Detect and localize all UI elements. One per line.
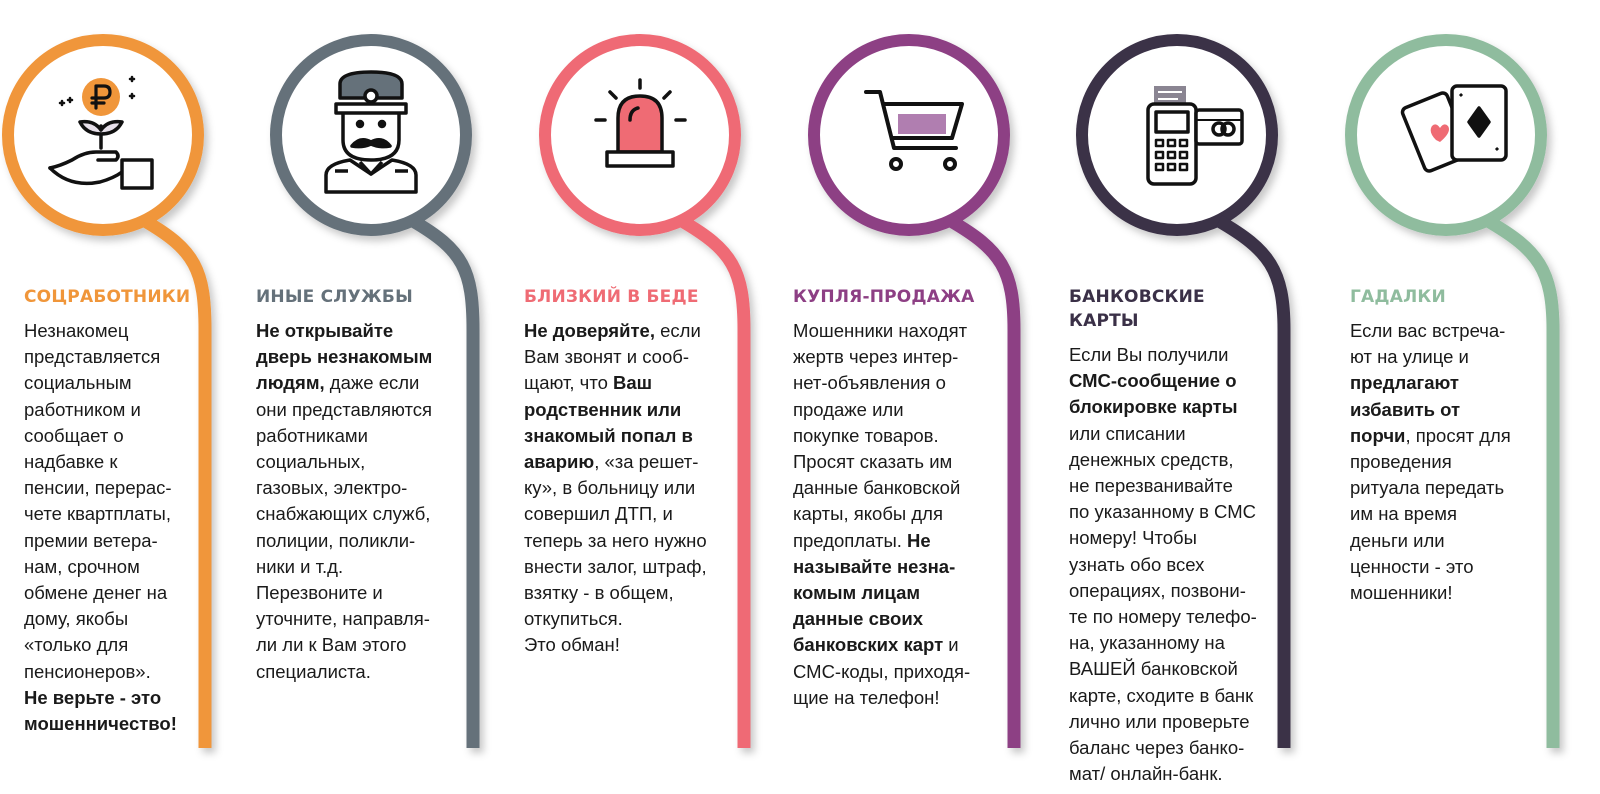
text-line (256, 318, 461, 344)
text-line (524, 580, 729, 606)
text-line (256, 423, 461, 449)
text-line (793, 318, 998, 344)
text-line (1069, 630, 1274, 656)
text: или списании (1069, 422, 1186, 444)
text-line (1069, 761, 1274, 787)
text-line (793, 501, 998, 527)
text: ритуала передать (1350, 477, 1505, 499)
text: ВАШЕЙ банковской (1069, 658, 1238, 680)
text-line (256, 528, 461, 554)
text-line (256, 632, 461, 658)
text: чете квартплаты, (24, 503, 171, 525)
text: номеру! Чтобы (1069, 527, 1197, 549)
text-line (24, 423, 229, 449)
bold-text: блокировке карты (1069, 396, 1238, 418)
text-line (1069, 447, 1274, 473)
text-line (256, 344, 461, 370)
text-line (524, 475, 729, 501)
text-line (256, 397, 461, 423)
column-trade (793, 285, 998, 711)
text: теперь за него нужно (524, 529, 707, 551)
text-line (524, 632, 729, 658)
text-line (524, 423, 729, 449)
bold-text: порчи (1350, 424, 1406, 446)
text-line (24, 632, 229, 658)
text: узнать обо всех (1069, 553, 1205, 575)
text: щают, что (524, 372, 614, 394)
text: покупке товаров. (793, 424, 939, 446)
bold-text: данные своих (793, 608, 923, 630)
text-line (1069, 421, 1274, 447)
text-line (524, 501, 729, 527)
text-line (1350, 397, 1555, 423)
text-line (24, 528, 229, 554)
bold-text: Не открывайте (256, 320, 394, 341)
text: нет-объявления о (793, 372, 946, 394)
text: внести залог, штраф, (524, 555, 707, 577)
text: , «за решет- (594, 451, 699, 473)
text-line (793, 528, 998, 554)
text: сообщает о (24, 424, 124, 446)
column-title-fortune: ГАДАЛКИ (1350, 287, 1446, 307)
text-line (1069, 604, 1274, 630)
text: лично или проверьте (1069, 710, 1250, 732)
bold-text: СМС-сообщение о (1069, 370, 1237, 392)
column-title-cards: БАНКОВСКИЕ КАРТЫ (1069, 287, 1205, 331)
text: Мошенники находят (793, 320, 968, 341)
text-line (24, 580, 229, 606)
text: Это обман! (524, 634, 620, 656)
text: мат/ онлайн-банк. (1069, 763, 1223, 785)
column-text-relative (524, 318, 729, 659)
text: продаже или (793, 398, 904, 420)
text-line (524, 397, 729, 423)
text: и (943, 634, 959, 656)
text-line (1350, 475, 1555, 501)
text: ли ли к Вам этого (256, 634, 407, 656)
text-line (793, 449, 998, 475)
text-line (24, 606, 229, 632)
column-cards (1069, 285, 1274, 787)
bold-text: банковских карт (793, 634, 944, 656)
text: премии ветера- (24, 529, 158, 551)
text: социальным (24, 372, 132, 394)
text-line (1069, 552, 1274, 578)
text: не перезванивайте (1069, 475, 1233, 497)
column-relative (524, 285, 729, 659)
bold-text: родственник или (524, 398, 682, 420)
text-line (1069, 578, 1274, 604)
text: снабжающих служб, (256, 503, 431, 525)
text-line (1069, 683, 1274, 709)
bold-text: дверь незнакомым (256, 346, 433, 368)
bold-text: называйте незна- (793, 555, 956, 577)
text-line (524, 528, 729, 554)
text-line (256, 475, 461, 501)
text: деньги или (1350, 529, 1445, 551)
bold-text: избавить от (1350, 398, 1461, 420)
column-coworkers (24, 285, 229, 737)
text: Вам звонят и сооб- (524, 346, 689, 368)
column-title-trade: КУПЛЯ-ПРОДАЖА (793, 287, 975, 307)
bold-text: людям, (256, 372, 325, 394)
text-line (524, 318, 729, 344)
text-line (256, 554, 461, 580)
text: проведения (1350, 451, 1452, 473)
text: надбавке к (24, 451, 118, 473)
text-line (793, 685, 998, 711)
text: ники и т.д. (256, 555, 344, 577)
text: ценности - это (1350, 555, 1474, 577)
text: представляется (24, 346, 161, 368)
text-line (256, 606, 461, 632)
text: работниками (256, 424, 368, 446)
text-line (793, 606, 998, 632)
column-fortune (1350, 285, 1555, 606)
text-line (793, 370, 998, 396)
column-text-services (256, 318, 461, 685)
bold-text: Не верьте - это (24, 686, 162, 708)
text: денежных средств, (1069, 448, 1234, 470)
text-line (793, 475, 998, 501)
text: мошенники! (1350, 582, 1453, 604)
text: предоплаты. (793, 529, 908, 551)
text-line (793, 554, 998, 580)
bold-text: аварию (524, 451, 595, 473)
text-line (793, 659, 998, 685)
text-line (1069, 342, 1274, 368)
text: Просят сказать им (793, 451, 953, 473)
text-line (256, 580, 461, 606)
text-line (24, 397, 229, 423)
text: Если вас встреча- (1350, 320, 1506, 341)
text: ку», в больницу или (524, 477, 696, 499)
text-line (793, 397, 998, 423)
text-line (24, 370, 229, 396)
bold-text: мошенничество! (24, 713, 177, 735)
text: работником и (24, 398, 141, 420)
text: газовых, электро- (256, 477, 408, 499)
text-line (1350, 344, 1555, 370)
text-line (1350, 501, 1555, 527)
bold-text: комым лицам (793, 582, 921, 604)
text-line (1350, 318, 1555, 344)
text: на, указанному на (1069, 632, 1225, 654)
text-line (524, 344, 729, 370)
text: даже если (324, 372, 420, 394)
text-line (1069, 473, 1274, 499)
text: откупиться. (524, 608, 623, 630)
text: уточните, направля- (256, 608, 430, 630)
text: социальных, (256, 451, 366, 473)
text-line (1069, 394, 1274, 420)
text-line (1350, 449, 1555, 475)
text-line (24, 659, 229, 685)
text-line (524, 370, 729, 396)
text-line (1069, 525, 1274, 551)
text: пенсионеров». (24, 660, 151, 682)
text: те по номеру телефо- (1069, 606, 1257, 628)
text-line (793, 344, 998, 370)
text-line (1350, 370, 1555, 396)
text-line (24, 554, 229, 580)
text-line (1350, 554, 1555, 580)
text-line (256, 501, 461, 527)
text-line (1069, 735, 1274, 761)
text: пенсии, перерас- (24, 477, 172, 499)
text: взятку - в общем, (524, 582, 674, 604)
text: Незнакомец (24, 320, 129, 341)
text-line (793, 580, 998, 606)
text-line (256, 449, 461, 475)
text-line (24, 344, 229, 370)
column-title-relative: БЛИЗКИЙ В БЕДЕ (524, 287, 699, 307)
column-title-services: ИНЫЕ СЛУЖБЫ (256, 287, 413, 307)
text: Перезвоните и (256, 582, 383, 604)
text: они представляются (256, 398, 432, 420)
column-text-fortune (1350, 318, 1555, 606)
text-line (524, 606, 729, 632)
text-line (24, 685, 229, 711)
text-line (1069, 499, 1274, 525)
text-line (24, 711, 229, 737)
bold-text: Не доверяйте, (524, 320, 655, 341)
bold-text: знакомый попал в (524, 424, 693, 446)
column-services (256, 285, 461, 685)
text: Если Вы получили (1069, 344, 1229, 365)
text: СМС-коды, приходя- (793, 660, 971, 682)
text: карты, якобы для (793, 503, 943, 525)
text-line (793, 423, 998, 449)
text-line (24, 318, 229, 344)
text: полиции, поликли- (256, 529, 416, 551)
text-line (1350, 580, 1555, 606)
column-title-coworkers: СОЦРАБОТНИКИ (24, 287, 191, 307)
text: карте, сходите в банк (1069, 684, 1254, 706)
text-line (24, 501, 229, 527)
text-line (1069, 656, 1274, 682)
text: если (654, 320, 701, 341)
column-text-trade (793, 318, 998, 711)
text-line (1069, 709, 1274, 735)
text: нам, срочном (24, 555, 140, 577)
text-line (256, 659, 461, 685)
text: баланс через банко- (1069, 737, 1245, 759)
text: обмене денег на (24, 582, 168, 604)
text-line (1069, 368, 1274, 394)
text-line (24, 475, 229, 501)
text: специалиста. (256, 660, 371, 682)
column-text-cards (1069, 342, 1274, 787)
column-text-coworkers (24, 318, 229, 737)
text: по указанному в СМС (1069, 501, 1256, 523)
text: щие на телефон! (793, 686, 940, 708)
text: совершил ДТП, и (524, 503, 673, 525)
bold-text: предлагают (1350, 372, 1459, 394)
text-line (524, 449, 729, 475)
bold-text: Не (907, 529, 931, 551)
text-line (524, 554, 729, 580)
text: жертв через интер- (793, 346, 959, 368)
text: дому, якобы (24, 608, 129, 630)
text-line (24, 449, 229, 475)
text-line (1350, 528, 1555, 554)
text: , просят для (1405, 424, 1511, 446)
text: им на время (1350, 503, 1457, 525)
bold-text: Ваш (613, 372, 653, 394)
text-line (256, 370, 461, 396)
text: данные банковской (793, 477, 961, 499)
text: операциях, позвони- (1069, 579, 1246, 601)
text-line (793, 632, 998, 658)
text: ют на улице и (1350, 346, 1469, 368)
text: «только для (24, 634, 129, 656)
text-line (1350, 423, 1555, 449)
